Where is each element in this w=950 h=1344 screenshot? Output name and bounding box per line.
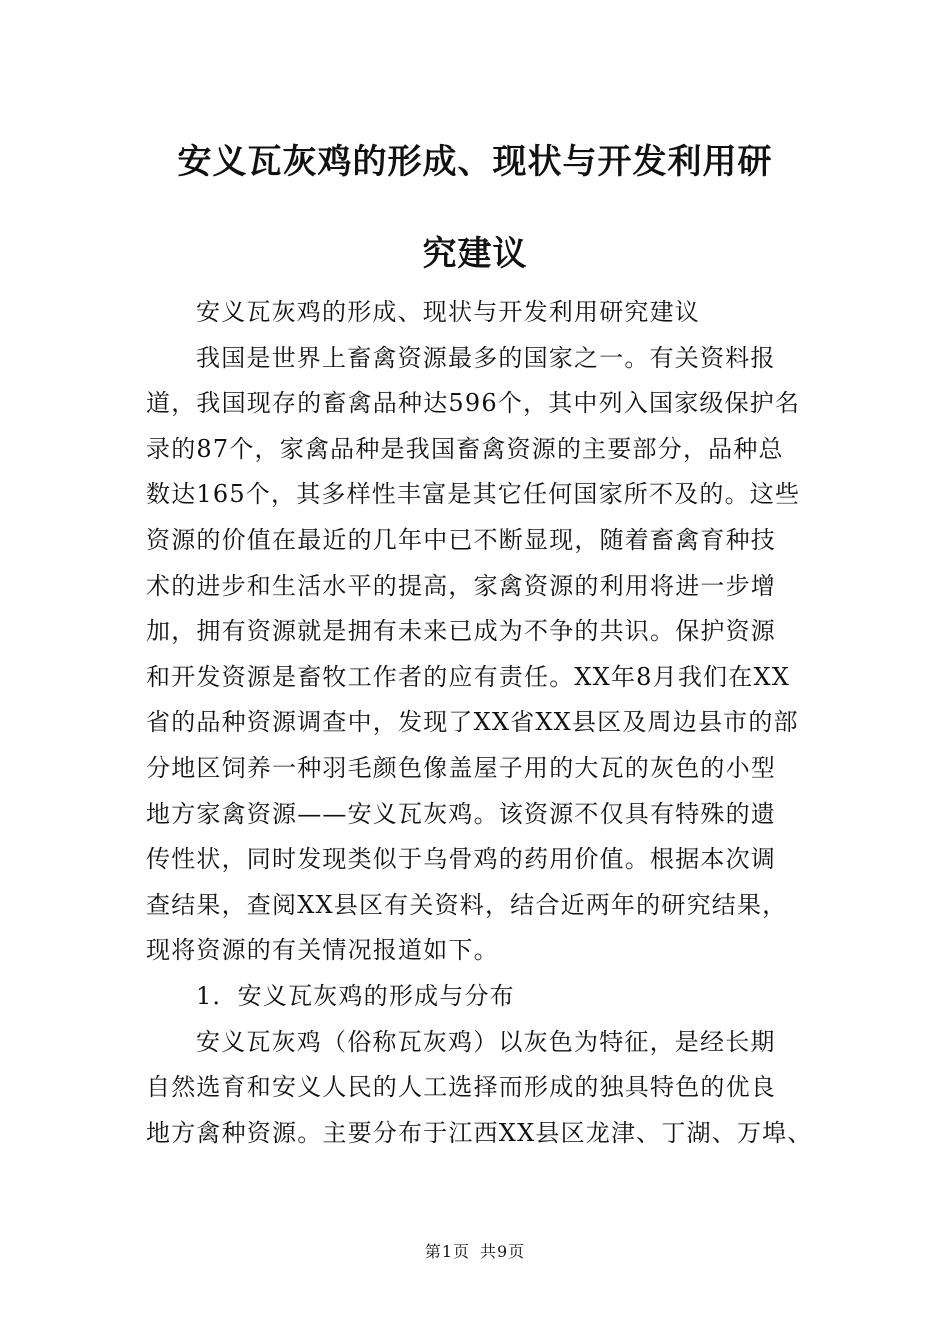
paragraph-line: 加，拥有资源就是拥有未来已成为不争的共识。保护资源 xyxy=(146,617,776,646)
document-title-line-1: 安义瓦灰鸡的形成、现状与开发利用研 xyxy=(177,142,773,182)
document-body xyxy=(146,290,813,1156)
paragraph-line: 资源的价值在最近的几年中已不断显现，随着畜禽育种技 xyxy=(146,525,776,554)
paragraph-line: 道，我国现存的畜禽品种达596个，其中列入国家级保护名 xyxy=(146,389,801,418)
paragraph-line: 查结果，查阅XX县区有关资料，结合近两年的研究结果， xyxy=(146,890,788,919)
subtitle-line: 安义瓦灰鸡的形成、现状与开发利用研究建议 xyxy=(196,298,700,326)
section-heading: 1．安义瓦灰鸡的形成与分布 xyxy=(196,981,515,1010)
paragraph-line: 自然选育和安义人民的人工选择而形成的独具特色的优良 xyxy=(146,1073,776,1102)
paragraph-line: 和开发资源是畜牧工作者的应有责任。XX年8月我们在XX xyxy=(146,662,791,691)
paragraph-line: 地方禽种资源。主要分布于江西XX县区龙津、丁湖、万埠、 xyxy=(146,1118,813,1147)
paragraph-line: 术的进步和生活水平的提高，家禽资源的利用将进一步增 xyxy=(146,571,776,600)
page-total: 共9页 xyxy=(480,1242,526,1261)
paragraph-line: 安义瓦灰鸡（俗称瓦灰鸡）以灰色为特征，是经长期 xyxy=(196,1027,776,1056)
paragraph-line: 录的87个，家禽品种是我国畜禽资源的主要部分，品种总 xyxy=(146,434,784,463)
paragraph-line: 数达165个，其多样性丰富是其它任何国家所不及的。这些 xyxy=(146,480,801,509)
paragraph-line: 分地区饲养一种羽毛颜色像盖屋子用的大瓦的灰色的小型 xyxy=(146,753,776,782)
paragraph-line: 省的品种资源调查中，发现了XX省XX县区及周边县市的部 xyxy=(146,708,799,737)
page-footer xyxy=(0,1239,950,1262)
paragraph-line: 传性状，同时发现类似于乌骨鸡的药用价值。根据本次调 xyxy=(146,845,776,874)
page-number: 第1页 xyxy=(424,1242,470,1261)
paragraph-line: 地方家禽资源——安义瓦灰鸡。该资源不仅具有特殊的遗 xyxy=(146,799,776,828)
paragraph-line: 现将资源的有关情况报道如下。 xyxy=(146,936,499,965)
document-title-line-2: 究建议 xyxy=(422,234,528,274)
paragraph-line: 我国是世界上畜禽资源最多的国家之一。有关资料报 xyxy=(196,343,776,372)
